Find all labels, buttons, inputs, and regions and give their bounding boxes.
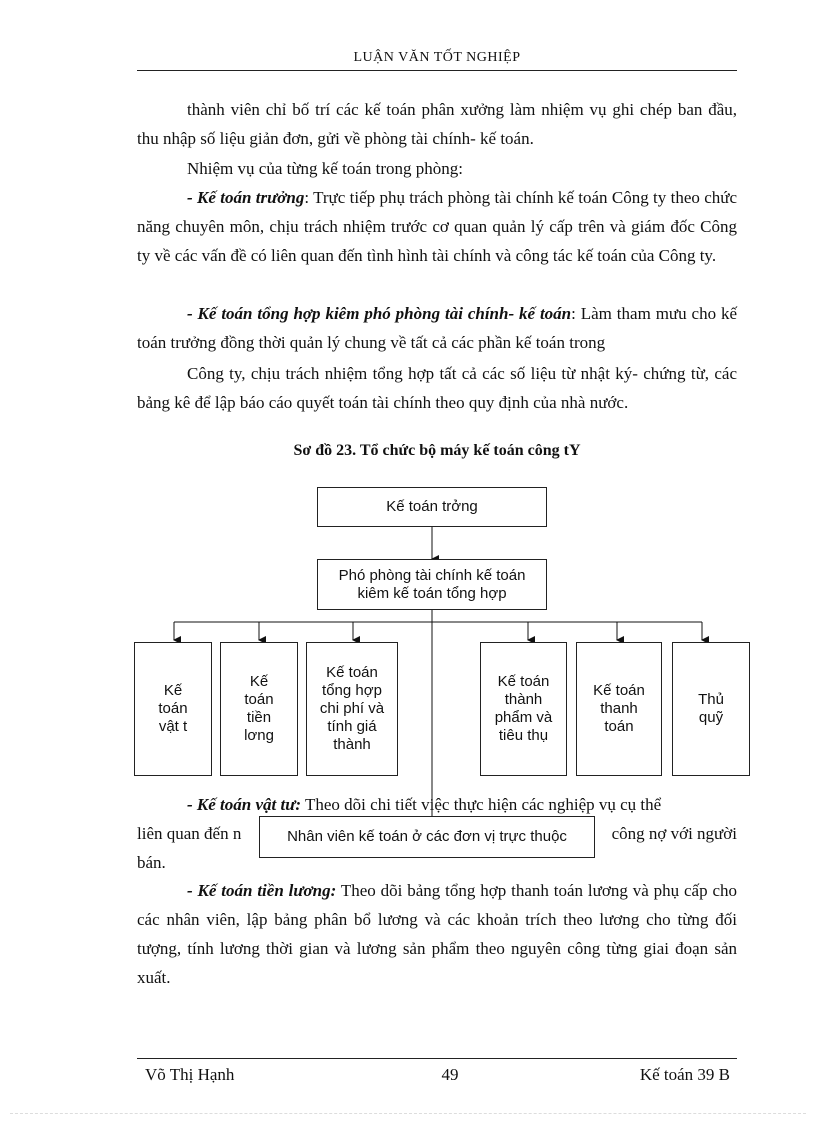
box-dept-payments [576,642,662,776]
page-header-title: LUẬN VĂN TỐT NGHIỆP [353,50,521,65]
paragraph-payroll-accountant [137,876,737,992]
box-dept-payroll-label: Kế toán tiền lơng [244,673,274,744]
footer-class: Kế toán 39 B [639,1065,730,1084]
general-accountant-lead: - Kế toán tổng hợp kiêm phó phòng tài chính- kế toán [187,304,572,323]
box-subsidiary-staff-label: Nhân viên kế toán ở các đơn vị trực thuộc [287,828,567,845]
box-dept-materials-label: Kế toán vật t [158,682,188,735]
box-subsidiary-staff [259,816,595,858]
box-dept-treasurer-label: Thủ quỹ [698,691,724,726]
payroll-accountant-lead: - Kế toán tiền lương: [187,881,337,900]
chief-accountant-lead: - Kế toán trưởng [187,188,305,207]
footer-author: Võ Thị Hạnh [145,1065,235,1084]
box-dept-costing-label: Kế toán tổng hợp chi phí và tính giá thành [319,664,385,753]
materials-line-2-right: công nợ với người [611,824,737,843]
page-bottom-edge [10,1113,806,1114]
payroll-accountant-text: Theo dõi bảng tổng hợp thanh toán lương và phụ cấp cho các nhân viên, lập bảng phân bổ lương và các khoản trích theo lương cho từng đối tượng, tính lương thời gian và lương sản phẩm theo nguyên công từng giai đoạn sản xuất. [137,881,737,987]
paragraph-duties-heading: Nhiệm vụ của từng kế toán trong phòng: [187,159,463,178]
box-chief-accountant-label: Kế toán trởng [386,498,478,515]
materials-line-2-left: liên quan đến n [137,824,242,843]
box-dept-materials [134,642,212,776]
diagram-title: Sơ đồ 23. Tổ chức bộ máy kế toán công tY [293,442,581,459]
box-dept-sales-label: Kế toán thành phẩm và tiêu thụ [494,673,553,744]
box-chief-accountant [317,487,547,527]
box-dept-payroll [220,642,298,776]
paragraph-intro: thành viên chỉ bố trí các kế toán phân xưởng làm nhiệm vụ ghi chép ban đầu, thu nhập số liệu giản đơn, gửi về phòng tài chính- kế toán. [137,100,737,148]
materials-accountant-text: Theo dõi chi tiết việc thực hiện các nghiệp vụ cụ thể [301,795,662,814]
footer-rule [137,1058,737,1059]
materials-line-3: bán. [137,853,166,872]
materials-accountant-lead: - Kế toán vật tư: [187,795,302,814]
general-accountant-text: : Làm tham mưu cho kế toán trưởng đồng thời quản lý chung về tất cả các phần kế toán trong [137,304,738,352]
box-deputy-head [317,559,547,610]
box-dept-costing [306,642,398,776]
chief-accountant-text: : Trực tiếp phụ trách phòng tài chính kế toán Công ty theo chức năng chuyên môn, chịu trách nhiệm trước cơ quan quản lý cấp trên và giám đốc Công ty về các vấn đề có liên quan đến tình hình tài chính và công tác kế toán của Công ty. [137,188,737,265]
box-dept-treasurer [672,642,750,776]
box-dept-payments-label: Kế toán thanh toán [593,682,645,735]
box-deputy-head-label: Phó phòng tài chính kế toán kiêm kế toán tổng hợp [338,566,526,602]
box-dept-sales [480,642,567,776]
footer-page-number: 49 [441,1065,459,1084]
paragraph-general-accountant-cont: Công ty, chịu trách nhiệm tổng hợp tất cả các số liệu từ nhật ký- chứng từ, các bảng kê để lập báo cáo quyết toán tài chính theo quy định của nhà nước. [137,364,737,412]
materials-line-1 [137,790,737,819]
